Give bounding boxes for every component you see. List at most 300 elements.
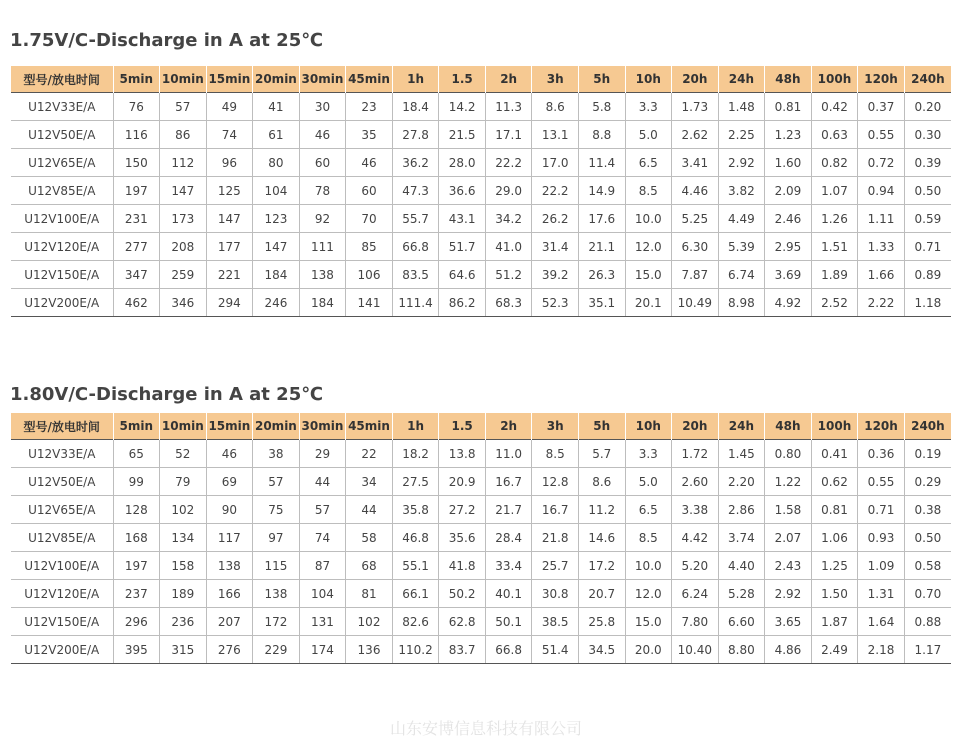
current-value-cell: 1.31 <box>858 580 905 608</box>
current-value-cell: 8.80 <box>718 636 765 664</box>
model-cell: U12V120E/A <box>11 233 113 261</box>
current-value-cell: 110.2 <box>392 636 439 664</box>
current-value-cell: 16.7 <box>532 496 579 524</box>
current-value-cell: 51.4 <box>532 636 579 664</box>
current-value-cell: 25.8 <box>578 608 625 636</box>
current-value-cell: 1.50 <box>811 580 858 608</box>
current-value-cell: 0.71 <box>904 233 951 261</box>
current-value-cell: 27.8 <box>392 121 439 149</box>
current-value-cell: 57 <box>160 93 207 121</box>
current-value-cell: 15.0 <box>625 261 672 289</box>
current-value-cell: 173 <box>160 205 207 233</box>
current-value-cell: 85 <box>346 233 393 261</box>
current-value-cell: 35.1 <box>578 289 625 317</box>
current-value-cell: 0.81 <box>765 93 812 121</box>
current-value-cell: 43.1 <box>439 205 486 233</box>
current-value-cell: 102 <box>160 496 207 524</box>
current-value-cell: 0.36 <box>858 440 905 468</box>
current-value-cell: 138 <box>299 261 346 289</box>
column-header-duration: 100h <box>811 413 858 440</box>
discharge-table-175v <box>11 66 951 317</box>
current-value-cell: 14.6 <box>578 524 625 552</box>
current-value-cell: 4.86 <box>765 636 812 664</box>
current-value-cell: 12.0 <box>625 580 672 608</box>
current-value-cell: 46 <box>206 440 253 468</box>
current-value-cell: 0.39 <box>904 149 951 177</box>
current-value-cell: 0.41 <box>811 440 858 468</box>
model-cell: U12V85E/A <box>11 177 113 205</box>
table-row <box>11 524 951 552</box>
current-value-cell: 1.72 <box>672 440 719 468</box>
current-value-cell: 1.17 <box>904 636 951 664</box>
discharge-table-180v <box>11 413 951 664</box>
current-value-cell: 15.0 <box>625 608 672 636</box>
column-header-duration: 5min <box>113 413 160 440</box>
table-row <box>11 496 951 524</box>
current-value-cell: 197 <box>113 552 160 580</box>
current-value-cell: 28.0 <box>439 149 486 177</box>
current-value-cell: 60 <box>346 177 393 205</box>
column-header-model: 型号/放电时间 <box>11 66 113 93</box>
column-header-duration: 100h <box>811 66 858 93</box>
column-header-model: 型号/放电时间 <box>11 413 113 440</box>
current-value-cell: 229 <box>253 636 300 664</box>
current-value-cell: 50.2 <box>439 580 486 608</box>
current-value-cell: 0.55 <box>858 121 905 149</box>
current-value-cell: 25.7 <box>532 552 579 580</box>
model-cell: U12V33E/A <box>11 93 113 121</box>
current-value-cell: 3.3 <box>625 93 672 121</box>
current-value-cell: 12.8 <box>532 468 579 496</box>
model-cell: U12V100E/A <box>11 552 113 580</box>
current-value-cell: 68.3 <box>485 289 532 317</box>
current-value-cell: 29 <box>299 440 346 468</box>
current-value-cell: 141 <box>346 289 393 317</box>
current-value-cell: 0.50 <box>904 524 951 552</box>
current-value-cell: 4.92 <box>765 289 812 317</box>
model-cell: U12V65E/A <box>11 149 113 177</box>
current-value-cell: 174 <box>299 636 346 664</box>
current-value-cell: 158 <box>160 552 207 580</box>
current-value-cell: 35 <box>346 121 393 149</box>
current-value-cell: 76 <box>113 93 160 121</box>
current-value-cell: 70 <box>346 205 393 233</box>
current-value-cell: 6.60 <box>718 608 765 636</box>
model-cell: U12V50E/A <box>11 121 113 149</box>
current-value-cell: 8.6 <box>578 468 625 496</box>
current-value-cell: 51.2 <box>485 261 532 289</box>
column-header-duration: 20h <box>672 66 719 93</box>
current-value-cell: 2.22 <box>858 289 905 317</box>
model-cell: U12V150E/A <box>11 261 113 289</box>
current-value-cell: 1.87 <box>811 608 858 636</box>
current-value-cell: 102 <box>346 608 393 636</box>
current-value-cell: 97 <box>253 524 300 552</box>
current-value-cell: 5.39 <box>718 233 765 261</box>
current-value-cell: 58 <box>346 524 393 552</box>
column-header-duration: 20h <box>672 413 719 440</box>
table-row <box>11 468 951 496</box>
current-value-cell: 0.50 <box>904 177 951 205</box>
current-value-cell: 3.38 <box>672 496 719 524</box>
current-value-cell: 231 <box>113 205 160 233</box>
current-value-cell: 395 <box>113 636 160 664</box>
table-row <box>11 121 951 149</box>
current-value-cell: 0.37 <box>858 93 905 121</box>
current-value-cell: 14.9 <box>578 177 625 205</box>
current-value-cell: 276 <box>206 636 253 664</box>
current-value-cell: 147 <box>160 177 207 205</box>
current-value-cell: 62.8 <box>439 608 486 636</box>
column-header-duration: 45min <box>346 413 393 440</box>
current-value-cell: 4.42 <box>672 524 719 552</box>
current-value-cell: 147 <box>206 205 253 233</box>
current-value-cell: 4.40 <box>718 552 765 580</box>
current-value-cell: 86.2 <box>439 289 486 317</box>
column-header-duration: 15min <box>206 66 253 93</box>
current-value-cell: 66.8 <box>392 233 439 261</box>
current-value-cell: 38 <box>253 440 300 468</box>
current-value-cell: 246 <box>253 289 300 317</box>
current-value-cell: 2.49 <box>811 636 858 664</box>
current-value-cell: 2.43 <box>765 552 812 580</box>
column-header-duration: 5h <box>578 413 625 440</box>
model-cell: U12V50E/A <box>11 468 113 496</box>
column-header-duration: 48h <box>765 66 812 93</box>
current-value-cell: 2.18 <box>858 636 905 664</box>
current-value-cell: 0.71 <box>858 496 905 524</box>
current-value-cell: 52.3 <box>532 289 579 317</box>
current-value-cell: 315 <box>160 636 207 664</box>
section-title-180v: 1.80V/C-Discharge in A at 25℃ <box>10 384 324 405</box>
current-value-cell: 27.5 <box>392 468 439 496</box>
current-value-cell: 104 <box>299 580 346 608</box>
current-value-cell: 1.89 <box>811 261 858 289</box>
current-value-cell: 20.0 <box>625 636 672 664</box>
table-row <box>11 149 951 177</box>
current-value-cell: 184 <box>299 289 346 317</box>
current-value-cell: 14.2 <box>439 93 486 121</box>
table-row <box>11 552 951 580</box>
column-header-duration: 24h <box>718 66 765 93</box>
current-value-cell: 0.93 <box>858 524 905 552</box>
current-value-cell: 1.45 <box>718 440 765 468</box>
current-value-cell: 27.2 <box>439 496 486 524</box>
current-value-cell: 0.82 <box>811 149 858 177</box>
current-value-cell: 21.5 <box>439 121 486 149</box>
current-value-cell: 31.4 <box>532 233 579 261</box>
current-value-cell: 33.4 <box>485 552 532 580</box>
current-value-cell: 50.1 <box>485 608 532 636</box>
model-cell: U12V85E/A <box>11 524 113 552</box>
current-value-cell: 2.92 <box>718 149 765 177</box>
current-value-cell: 69 <box>206 468 253 496</box>
current-value-cell: 57 <box>253 468 300 496</box>
current-value-cell: 35.8 <box>392 496 439 524</box>
current-value-cell: 136 <box>346 636 393 664</box>
current-value-cell: 0.63 <box>811 121 858 149</box>
current-value-cell: 55.7 <box>392 205 439 233</box>
current-value-cell: 35.6 <box>439 524 486 552</box>
current-value-cell: 20.7 <box>578 580 625 608</box>
current-value-cell: 34.5 <box>578 636 625 664</box>
current-value-cell: 237 <box>113 580 160 608</box>
column-header-duration: 10min <box>160 413 207 440</box>
column-header-duration: 120h <box>858 413 905 440</box>
current-value-cell: 1.23 <box>765 121 812 149</box>
current-value-cell: 10.49 <box>672 289 719 317</box>
current-value-cell: 30 <box>299 93 346 121</box>
current-value-cell: 2.25 <box>718 121 765 149</box>
current-value-cell: 0.88 <box>904 608 951 636</box>
current-value-cell: 11.0 <box>485 440 532 468</box>
current-value-cell: 11.4 <box>578 149 625 177</box>
current-value-cell: 1.26 <box>811 205 858 233</box>
current-value-cell: 8.5 <box>625 524 672 552</box>
current-value-cell: 41 <box>253 93 300 121</box>
current-value-cell: 65 <box>113 440 160 468</box>
current-value-cell: 7.87 <box>672 261 719 289</box>
current-value-cell: 0.59 <box>904 205 951 233</box>
current-value-cell: 66.8 <box>485 636 532 664</box>
current-value-cell: 1.73 <box>672 93 719 121</box>
current-value-cell: 346 <box>160 289 207 317</box>
current-value-cell: 51.7 <box>439 233 486 261</box>
current-value-cell: 29.0 <box>485 177 532 205</box>
current-value-cell: 3.41 <box>672 149 719 177</box>
column-header-duration: 3h <box>532 413 579 440</box>
current-value-cell: 0.89 <box>904 261 951 289</box>
table-header-row <box>11 413 951 440</box>
current-value-cell: 49 <box>206 93 253 121</box>
current-value-cell: 66.1 <box>392 580 439 608</box>
column-header-duration: 3h <box>532 66 579 93</box>
table-row <box>11 93 951 121</box>
current-value-cell: 3.65 <box>765 608 812 636</box>
table-row <box>11 205 951 233</box>
current-value-cell: 17.0 <box>532 149 579 177</box>
current-value-cell: 1.07 <box>811 177 858 205</box>
model-cell: U12V200E/A <box>11 636 113 664</box>
current-value-cell: 18.4 <box>392 93 439 121</box>
column-header-duration: 48h <box>765 413 812 440</box>
current-value-cell: 46 <box>299 121 346 149</box>
current-value-cell: 74 <box>206 121 253 149</box>
company-watermark: 山东安博信息科技有限公司 <box>389 719 582 738</box>
current-value-cell: 16.7 <box>485 468 532 496</box>
column-header-duration: 15min <box>206 413 253 440</box>
current-value-cell: 75 <box>253 496 300 524</box>
current-value-cell: 0.81 <box>811 496 858 524</box>
current-value-cell: 34.2 <box>485 205 532 233</box>
current-value-cell: 1.25 <box>811 552 858 580</box>
current-value-cell: 168 <box>113 524 160 552</box>
current-value-cell: 296 <box>113 608 160 636</box>
current-value-cell: 277 <box>113 233 160 261</box>
current-value-cell: 68 <box>346 552 393 580</box>
current-value-cell: 0.42 <box>811 93 858 121</box>
current-value-cell: 22.2 <box>532 177 579 205</box>
current-value-cell: 36.2 <box>392 149 439 177</box>
current-value-cell: 1.60 <box>765 149 812 177</box>
current-value-cell: 131 <box>299 608 346 636</box>
current-value-cell: 0.19 <box>904 440 951 468</box>
current-value-cell: 4.49 <box>718 205 765 233</box>
current-value-cell: 20.1 <box>625 289 672 317</box>
current-value-cell: 2.60 <box>672 468 719 496</box>
current-value-cell: 2.62 <box>672 121 719 149</box>
current-value-cell: 44 <box>346 496 393 524</box>
current-value-cell: 111 <box>299 233 346 261</box>
current-value-cell: 28.4 <box>485 524 532 552</box>
current-value-cell: 115 <box>253 552 300 580</box>
current-value-cell: 41.8 <box>439 552 486 580</box>
current-value-cell: 0.58 <box>904 552 951 580</box>
current-value-cell: 150 <box>113 149 160 177</box>
current-value-cell: 2.86 <box>718 496 765 524</box>
current-value-cell: 46 <box>346 149 393 177</box>
current-value-cell: 1.51 <box>811 233 858 261</box>
table-row <box>11 580 951 608</box>
current-value-cell: 3.69 <box>765 261 812 289</box>
current-value-cell: 13.1 <box>532 121 579 149</box>
current-value-cell: 259 <box>160 261 207 289</box>
current-value-cell: 82.6 <box>392 608 439 636</box>
column-header-duration: 5h <box>578 66 625 93</box>
column-header-duration: 24h <box>718 413 765 440</box>
current-value-cell: 5.0 <box>625 468 672 496</box>
model-cell: U12V150E/A <box>11 608 113 636</box>
column-header-duration: 20min <box>253 66 300 93</box>
column-header-duration: 45min <box>346 66 393 93</box>
column-header-duration: 1.5 <box>439 413 486 440</box>
table-row <box>11 608 951 636</box>
current-value-cell: 0.29 <box>904 468 951 496</box>
column-header-duration: 20min <box>253 413 300 440</box>
current-value-cell: 2.09 <box>765 177 812 205</box>
model-cell: U12V33E/A <box>11 440 113 468</box>
column-header-duration: 120h <box>858 66 905 93</box>
current-value-cell: 8.5 <box>625 177 672 205</box>
current-value-cell: 8.98 <box>718 289 765 317</box>
current-value-cell: 172 <box>253 608 300 636</box>
current-value-cell: 74 <box>299 524 346 552</box>
current-value-cell: 5.20 <box>672 552 719 580</box>
current-value-cell: 44 <box>299 468 346 496</box>
current-value-cell: 34 <box>346 468 393 496</box>
current-value-cell: 3.3 <box>625 440 672 468</box>
current-value-cell: 1.18 <box>904 289 951 317</box>
current-value-cell: 8.6 <box>532 93 579 121</box>
current-value-cell: 104 <box>253 177 300 205</box>
current-value-cell: 11.2 <box>578 496 625 524</box>
table-row <box>11 440 951 468</box>
current-value-cell: 1.33 <box>858 233 905 261</box>
current-value-cell: 80 <box>253 149 300 177</box>
current-value-cell: 2.07 <box>765 524 812 552</box>
section-title-175v: 1.75V/C-Discharge in A at 25℃ <box>10 30 324 51</box>
current-value-cell: 1.64 <box>858 608 905 636</box>
column-header-duration: 10h <box>625 413 672 440</box>
current-value-cell: 294 <box>206 289 253 317</box>
current-value-cell: 21.7 <box>485 496 532 524</box>
current-value-cell: 7.80 <box>672 608 719 636</box>
current-value-cell: 17.1 <box>485 121 532 149</box>
current-value-cell: 20.9 <box>439 468 486 496</box>
current-value-cell: 0.70 <box>904 580 951 608</box>
column-header-duration: 2h <box>485 66 532 93</box>
current-value-cell: 55.1 <box>392 552 439 580</box>
current-value-cell: 347 <box>113 261 160 289</box>
table-row <box>11 177 951 205</box>
current-value-cell: 462 <box>113 289 160 317</box>
table-row <box>11 636 951 664</box>
current-value-cell: 41.0 <box>485 233 532 261</box>
current-value-cell: 4.46 <box>672 177 719 205</box>
current-value-cell: 40.1 <box>485 580 532 608</box>
current-value-cell: 236 <box>160 608 207 636</box>
current-value-cell: 47.3 <box>392 177 439 205</box>
current-value-cell: 208 <box>160 233 207 261</box>
current-value-cell: 22 <box>346 440 393 468</box>
column-header-duration: 30min <box>299 413 346 440</box>
current-value-cell: 1.58 <box>765 496 812 524</box>
table-row <box>11 233 951 261</box>
current-value-cell: 0.38 <box>904 496 951 524</box>
current-value-cell: 96 <box>206 149 253 177</box>
current-value-cell: 83.7 <box>439 636 486 664</box>
current-value-cell: 0.62 <box>811 468 858 496</box>
model-cell: U12V65E/A <box>11 496 113 524</box>
current-value-cell: 134 <box>160 524 207 552</box>
current-value-cell: 166 <box>206 580 253 608</box>
current-value-cell: 2.52 <box>811 289 858 317</box>
current-value-cell: 1.11 <box>858 205 905 233</box>
current-value-cell: 90 <box>206 496 253 524</box>
current-value-cell: 46.8 <box>392 524 439 552</box>
current-value-cell: 112 <box>160 149 207 177</box>
current-value-cell: 86 <box>160 121 207 149</box>
current-value-cell: 147 <box>253 233 300 261</box>
current-value-cell: 17.6 <box>578 205 625 233</box>
current-value-cell: 13.8 <box>439 440 486 468</box>
table-row <box>11 289 951 317</box>
current-value-cell: 21.1 <box>578 233 625 261</box>
current-value-cell: 2.20 <box>718 468 765 496</box>
current-value-cell: 21.8 <box>532 524 579 552</box>
current-value-cell: 221 <box>206 261 253 289</box>
current-value-cell: 23 <box>346 93 393 121</box>
current-value-cell: 8.8 <box>578 121 625 149</box>
column-header-duration: 5min <box>113 66 160 93</box>
current-value-cell: 111.4 <box>392 289 439 317</box>
column-header-duration: 30min <box>299 66 346 93</box>
current-value-cell: 177 <box>206 233 253 261</box>
current-value-cell: 0.20 <box>904 93 951 121</box>
current-value-cell: 189 <box>160 580 207 608</box>
current-value-cell: 30.8 <box>532 580 579 608</box>
column-header-duration: 1h <box>392 66 439 93</box>
current-value-cell: 99 <box>113 468 160 496</box>
current-value-cell: 87 <box>299 552 346 580</box>
current-value-cell: 52 <box>160 440 207 468</box>
current-value-cell: 125 <box>206 177 253 205</box>
current-value-cell: 6.5 <box>625 496 672 524</box>
current-value-cell: 17.2 <box>578 552 625 580</box>
current-value-cell: 138 <box>253 580 300 608</box>
current-value-cell: 3.82 <box>718 177 765 205</box>
current-value-cell: 1.48 <box>718 93 765 121</box>
